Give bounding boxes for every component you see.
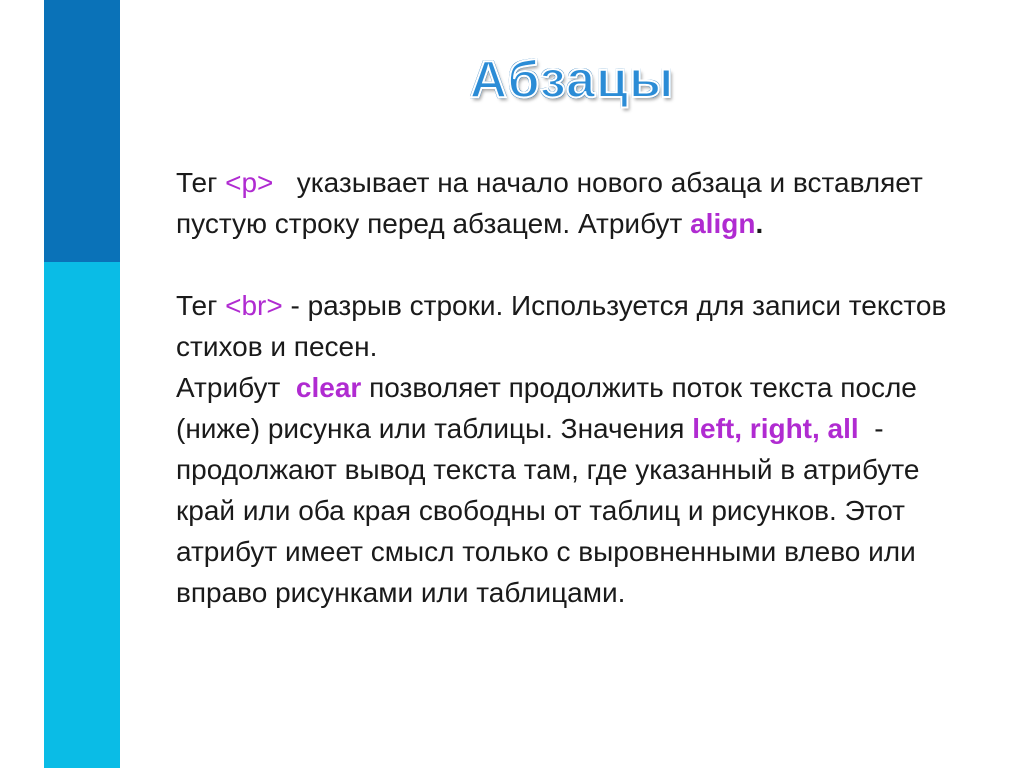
paragraph-p-tag (176, 162, 986, 244)
text: Атрибут (176, 372, 296, 403)
text: указывает на начало нового абзаца и вставляет пустую строку перед абзацем. Атрибут (176, 167, 931, 239)
text: Тег (176, 290, 226, 321)
text: позволяет продолжить поток текста после (ниже) рисунка или таблицы. Значения (176, 372, 917, 444)
accent-bar-light (44, 262, 120, 768)
accent-bar-dark (44, 0, 120, 262)
tag-br: <br> (225, 290, 283, 321)
slide-title: Абзацы (469, 51, 675, 109)
paragraph-br-tag (176, 285, 986, 367)
paragraph-clear-attr (176, 367, 986, 613)
text: . (755, 208, 764, 239)
keyword-values: left, right, all (692, 413, 859, 444)
text: - разрыв строки. Используется для записи текстов стихов и песен. (176, 290, 947, 362)
keyword-clear: clear (295, 372, 362, 403)
tag-p: <p> (225, 167, 274, 198)
text: Тег (176, 167, 226, 198)
keyword-align: align (690, 208, 756, 239)
spacer (176, 244, 986, 285)
slide-body (176, 162, 986, 613)
text: - продолжают вывод текста там, где указанный в атрибуте край или оба края свободны от таблиц и рисунков. Этот атрибут имеет смысл только с выровненными влево или вправо рисунками или таблицами. (176, 413, 928, 608)
